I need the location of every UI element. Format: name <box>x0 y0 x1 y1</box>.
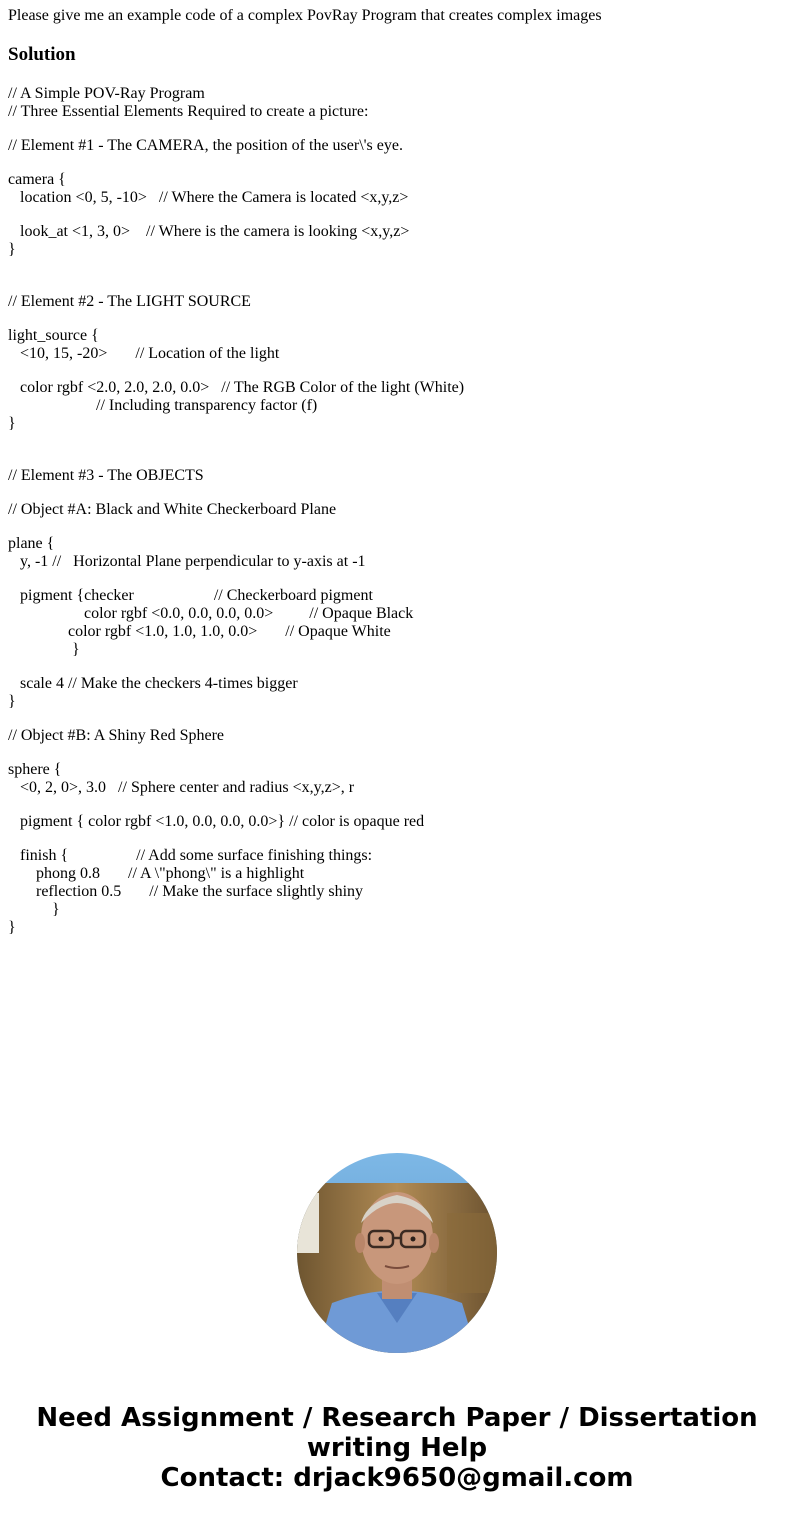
code-line: reflection 0.5 // Make the surface slightly shiny <box>8 883 364 900</box>
code-line: pigment { color rgbf <1.0, 0.0, 0.0, 0.0>} // color is opaque red <box>8 813 425 830</box>
code-line: } <box>8 693 16 710</box>
code-line: color rgbf <2.0, 2.0, 2.0, 0.0> // The RGB Color of the light (White) <box>8 379 465 396</box>
contact-line-2: writing Help <box>306 1433 488 1463</box>
code-line: // Element #1 - The CAMERA, the position of the user\'s eye. <box>8 137 403 154</box>
code-line: look_at <1, 3, 0> // Where is the camera is looking <x,y,z> <box>8 223 410 240</box>
code-line: color rgbf <0.0, 0.0, 0.0, 0.0> // Opaque Black <box>8 605 414 622</box>
code-line: // Element #2 - The LIGHT SOURCE <box>8 293 251 310</box>
code-line: } <box>8 901 60 918</box>
code-line: } <box>8 641 80 658</box>
code-line: } <box>8 241 16 258</box>
code-line: pigment {checker // Checkerboard pigment <box>8 587 373 604</box>
solution-heading: Solution <box>8 44 76 65</box>
code-line: // Object #A: Black and White Checkerboard Plane <box>8 501 337 518</box>
code-line: // Object #B: A Shiny Red Sphere <box>8 727 224 744</box>
contact-line-1: Need Assignment / Research Paper / Dissertation <box>36 1403 758 1433</box>
code-line: location <0, 5, -10> // Where the Camera is located <x,y,z> <box>8 189 409 206</box>
code-line: camera { <box>8 171 66 188</box>
code-line: finish { // Add some surface finishing things: <box>8 847 373 864</box>
author-photo <box>297 1153 497 1353</box>
code-line: plane { <box>8 535 55 552</box>
code-line: <10, 15, -20> // Location of the light <box>8 345 280 362</box>
code-line: sphere { <box>8 761 62 778</box>
contact-banner <box>0 1403 794 1493</box>
code-line: } <box>8 919 16 936</box>
question-text: Please give me an example code of a complex PovRay Program that creates complex images <box>8 7 602 24</box>
code-line: // Including transparency factor (f) <box>8 397 318 414</box>
code-line: light_source { <box>8 327 99 344</box>
code-line: phong 0.8 // A \"phong\" is a highlight <box>8 865 305 882</box>
code-line: // A Simple POV-Ray Program <box>8 85 205 102</box>
code-line: color rgbf <1.0, 1.0, 1.0, 0.0> // Opaque White <box>8 623 391 640</box>
code-line: <0, 2, 0>, 3.0 // Sphere center and radius <x,y,z>, r <box>8 779 355 796</box>
contact-email: Contact: drjack9650@gmail.com <box>160 1463 634 1493</box>
code-line: scale 4 // Make the checkers 4-times bigger <box>8 675 298 692</box>
code-line: // Three Essential Elements Required to create a picture: <box>8 103 369 120</box>
code-line: // Element #3 - The OBJECTS <box>8 467 204 484</box>
code-line: y, -1 // Horizontal Plane perpendicular to y-axis at -1 <box>8 553 366 570</box>
code-line: } <box>8 415 16 432</box>
